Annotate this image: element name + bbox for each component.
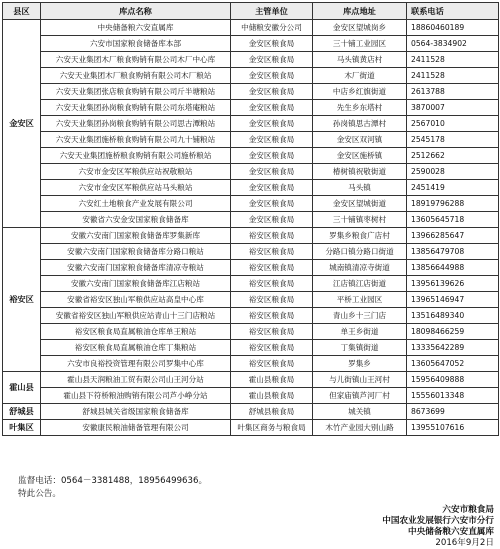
depot-name-cell: 六安市良裕投资管理有限公司罗集中心库 [41, 356, 231, 372]
header-phone: 联系电话 [407, 3, 499, 20]
depot-name-cell: 霍山县下符桥粮油购销有限公司芦小峥分站 [41, 388, 231, 404]
header-address: 库点地址 [313, 3, 407, 20]
phone-cell: 13966285647 [407, 228, 499, 244]
authority-cell: 叶集区商务与粮食局 [231, 420, 313, 436]
table-row [3, 52, 499, 68]
depot-name-cell: 安徽康民粮油储备管理有限公司 [41, 420, 231, 436]
authority-cell: 金安区粮食局 [231, 52, 313, 68]
header-depot-name: 库点名称 [41, 3, 231, 20]
notice-date: 2016年9月2日 [435, 538, 494, 548]
county-cell: 霍山县 [3, 372, 41, 404]
authority-cell: 裕安区粮食局 [231, 356, 313, 372]
depot-name-cell: 六安天业集团木厂粮食购销有限公司木厂中心库 [41, 52, 231, 68]
depot-name-cell: 六安天业集团施桥粮食购销有限公司九十铺粮站 [41, 132, 231, 148]
depot-name-cell: 六安市金安区军粮供应站祝敬粮站 [41, 164, 231, 180]
address-cell: 中店乡红旗街道 [313, 84, 407, 100]
table-row [3, 404, 499, 420]
authority-cell: 中储粮安徽分公司 [231, 20, 313, 36]
address-cell: 马头镇黄店村 [313, 52, 407, 68]
phone-cell: 13605647052 [407, 356, 499, 372]
grain-depot-table [2, 2, 499, 436]
signature-agricultural-bank: 中国农业发展银行六安市分行 [382, 516, 494, 526]
address-cell: 先生乡东塔村 [313, 100, 407, 116]
phone-cell: 13956139626 [407, 276, 499, 292]
phone-cell: 13955107616 [407, 420, 499, 436]
authority-cell: 裕安区粮食局 [231, 276, 313, 292]
authority-cell: 金安区粮食局 [231, 164, 313, 180]
table-row [3, 196, 499, 212]
authority-cell: 裕安区粮食局 [231, 308, 313, 324]
phone-cell: 13965146947 [407, 292, 499, 308]
depot-name-cell: 六安天业集团木厂粮食购销有限公司木厂粮站 [41, 68, 231, 84]
depot-name-cell: 安徽省六安金安国家粮食储备库 [41, 212, 231, 228]
phone-cell: 13856479708 [407, 244, 499, 260]
authority-cell: 霍山县粮食局 [231, 372, 313, 388]
depot-name-cell: 霍山县天润粮油工贸有限公司山王河分站 [41, 372, 231, 388]
table-row [3, 36, 499, 52]
phone-cell: 2545178 [407, 132, 499, 148]
phone-cell: 2451419 [407, 180, 499, 196]
authority-cell: 裕安区粮食局 [231, 324, 313, 340]
address-cell: 城关镇 [313, 404, 407, 420]
authority-cell: 金安区粮食局 [231, 100, 313, 116]
table-row [3, 308, 499, 324]
table-row [3, 116, 499, 132]
depot-name-cell: 中央储备粮六安直属库 [41, 20, 231, 36]
county-cell: 舒城县 [3, 404, 41, 420]
address-cell: 马头镇 [313, 180, 407, 196]
authority-cell: 舒城县粮食局 [231, 404, 313, 420]
authority-cell: 金安区粮食局 [231, 148, 313, 164]
table-row [3, 20, 499, 36]
address-cell: 孙岗镇思古潭村 [313, 116, 407, 132]
table-row [3, 244, 499, 260]
address-cell: 但家庙镇芦河厂村 [313, 388, 407, 404]
depot-name-cell: 六安市金安区军粮供应站马头粮站 [41, 180, 231, 196]
depot-name-cell: 六安红土地粮食产业发展有限公司 [41, 196, 231, 212]
address-cell: 单王乡街道 [313, 324, 407, 340]
address-cell: 木竹产业园大别山路 [313, 420, 407, 436]
table-row [3, 84, 499, 100]
phone-cell: 13605645718 [407, 212, 499, 228]
phone-cell: 13335642289 [407, 340, 499, 356]
table-row [3, 260, 499, 276]
authority-cell: 金安区粮食局 [231, 68, 313, 84]
address-cell: 江店镇江店街道 [313, 276, 407, 292]
phone-cell: 2411528 [407, 52, 499, 68]
address-cell: 三十铺镇枣树村 [313, 212, 407, 228]
phone-cell: 2411528 [407, 68, 499, 84]
supervision-hotline: 监督电话：0564－3381488，18956499636。 [18, 476, 208, 486]
depot-name-cell: 安徽省裕安区独山军粮供应站高皇中心库 [41, 292, 231, 308]
phone-cell: 2512662 [407, 148, 499, 164]
phone-cell: 15556013348 [407, 388, 499, 404]
depot-name-cell: 裕安区粮食局直属粮油仓库丁集粮站 [41, 340, 231, 356]
phone-cell: 3870007 [407, 100, 499, 116]
authority-cell: 金安区粮食局 [231, 116, 313, 132]
depot-name-cell: 六安天业集团施桥粮食购销有限公司施桥粮站 [41, 148, 231, 164]
address-cell: 椿树镇祝敬街道 [313, 164, 407, 180]
address-cell: 青山乡十三门店 [313, 308, 407, 324]
table-row [3, 148, 499, 164]
address-cell: 金安区望城岗乡 [313, 20, 407, 36]
table-row [3, 324, 499, 340]
authority-cell: 金安区粮食局 [231, 132, 313, 148]
phone-cell: 13516489340 [407, 308, 499, 324]
county-cell: 叶集区 [3, 420, 41, 436]
authority-cell: 金安区粮食局 [231, 84, 313, 100]
header-county: 县区 [3, 3, 41, 20]
header-authority: 主管单位 [231, 3, 313, 20]
table-row [3, 228, 499, 244]
depot-name-cell: 安徽六安南门国家粮食储备库江店粮站 [41, 276, 231, 292]
phone-cell: 13856644988 [407, 260, 499, 276]
table-body [3, 20, 499, 436]
address-cell: 罗集乡粮食广店村 [313, 228, 407, 244]
table-row [3, 68, 499, 84]
authority-cell: 金安区粮食局 [231, 212, 313, 228]
county-cell: 金安区 [3, 20, 41, 228]
authority-cell: 裕安区粮食局 [231, 228, 313, 244]
depot-name-cell: 六安市国家粮食储备库本部 [41, 36, 231, 52]
address-cell: 丁集镇街道 [313, 340, 407, 356]
signature-grain-bureau: 六安市粮食局 [442, 505, 494, 515]
address-cell: 罗集乡 [313, 356, 407, 372]
depot-name-cell: 舒城县城关省级国家粮食储备库 [41, 404, 231, 420]
table-row [3, 132, 499, 148]
depot-name-cell: 裕安区粮食局直属粮油仓库单王粮站 [41, 324, 231, 340]
depot-name-cell: 安徽省裕安区独山军粮供应站青山十三门店粮站 [41, 308, 231, 324]
table-header-row [3, 3, 499, 20]
depot-name-cell: 安徽六安南门国家粮食储备库清凉寺粮站 [41, 260, 231, 276]
county-cell: 裕安区 [3, 228, 41, 372]
depot-name-cell: 六安天业集团张店粮食购销有限公司斤半塘粮站 [41, 84, 231, 100]
phone-cell: 8673699 [407, 404, 499, 420]
phone-cell: 18919796288 [407, 196, 499, 212]
signature-central-reserve-depot: 中央储备粮六安直属库 [408, 527, 494, 537]
table-row [3, 292, 499, 308]
table-row [3, 180, 499, 196]
table-row [3, 340, 499, 356]
authority-cell: 裕安区粮食局 [231, 260, 313, 276]
address-cell: 城南镇清凉寺街道 [313, 260, 407, 276]
address-cell: 金安区望城街道 [313, 196, 407, 212]
authority-cell: 裕安区粮食局 [231, 292, 313, 308]
authority-cell: 金安区粮食局 [231, 180, 313, 196]
phone-cell: 2590028 [407, 164, 499, 180]
phone-cell: 18098466259 [407, 324, 499, 340]
authority-cell: 裕安区粮食局 [231, 340, 313, 356]
table-row [3, 164, 499, 180]
authority-cell: 裕安区粮食局 [231, 244, 313, 260]
table-row [3, 388, 499, 404]
depot-name-cell: 安徽六安南门国家粮食储备库罗集新库 [41, 228, 231, 244]
table-row [3, 420, 499, 436]
table-row [3, 372, 499, 388]
address-cell: 平桥工业园区 [313, 292, 407, 308]
phone-cell: 15956409888 [407, 372, 499, 388]
phone-cell: 18860460189 [407, 20, 499, 36]
authority-cell: 霍山县粮食局 [231, 388, 313, 404]
address-cell: 与儿街镇山王河村 [313, 372, 407, 388]
authority-cell: 金安区粮食局 [231, 36, 313, 52]
address-cell: 金安区施桥镇 [313, 148, 407, 164]
depot-name-cell: 安徽六安南门国家粮食储备库分路口粮站 [41, 244, 231, 260]
depot-name-cell: 六安天业集团孙岗粮食购销有限公司东塔庵粮站 [41, 100, 231, 116]
table-row [3, 276, 499, 292]
table-row [3, 356, 499, 372]
phone-cell: 2613788 [407, 84, 499, 100]
depot-name-cell: 六安天业集团孙岗粮食购销有限公司思古潭粮站 [41, 116, 231, 132]
address-cell: 金安区双河镇 [313, 132, 407, 148]
address-cell: 三十铺工业园区 [313, 36, 407, 52]
phone-cell: 2567010 [407, 116, 499, 132]
address-cell: 分路口镇分路口街道 [313, 244, 407, 260]
authority-cell: 金安区粮食局 [231, 196, 313, 212]
closing-notice: 特此公告。 [18, 489, 61, 499]
phone-cell: 0564-3834902 [407, 36, 499, 52]
table-row [3, 100, 499, 116]
address-cell: 木厂街道 [313, 68, 407, 84]
table-row [3, 212, 499, 228]
